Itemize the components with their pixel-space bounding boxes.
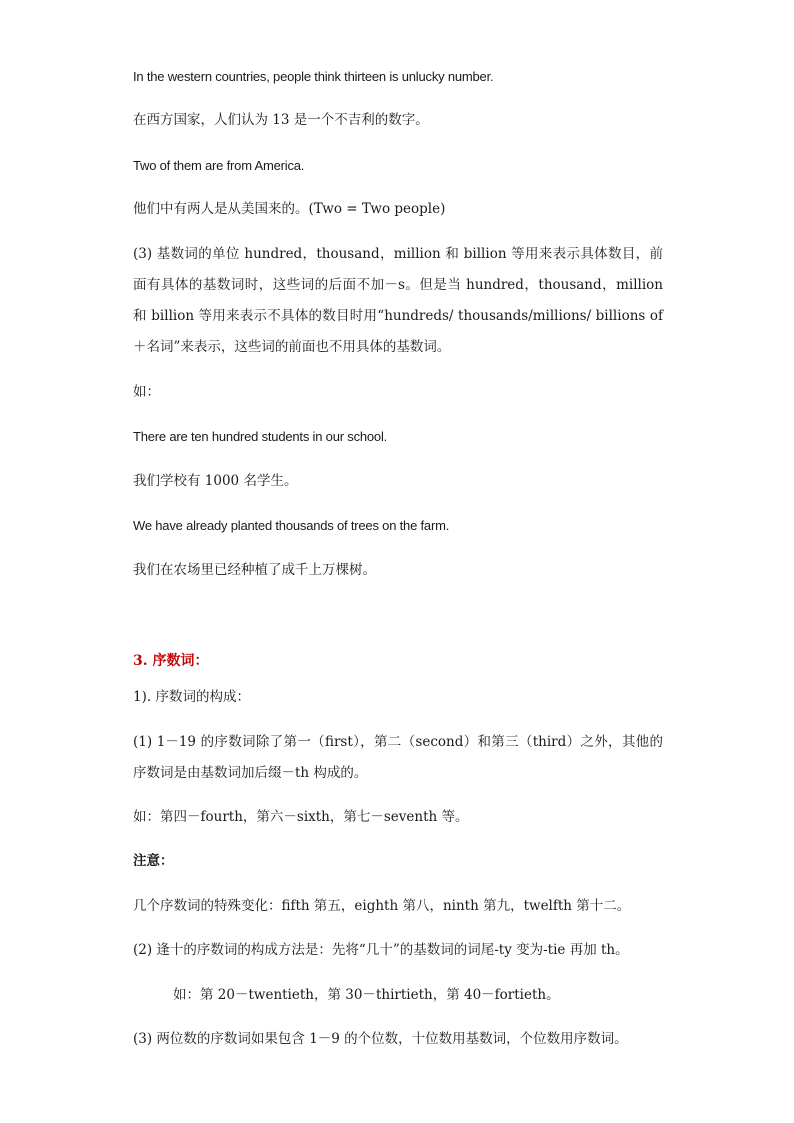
- paragraph-ordinal-example-2: 如：第 20－twentieth，第 30－thirtieth，第 40－fortieth。: [173, 987, 560, 1003]
- paragraph-english-example-1: In the western countries, people think thirteen is unlucky number.: [133, 69, 494, 84]
- paragraph-ordinal-rule-3: (3) 两位数的序数词如果包含 1－9 的个位数，十位数用基数词，个位数用序数词。: [133, 1031, 628, 1047]
- paragraph-chinese-translation-3: 我们学校有 1000 名学生。: [133, 473, 298, 489]
- paragraph-note-label: 注意：: [133, 853, 174, 869]
- paragraph-special-changes: 几个序数词的特殊变化：fifth 第五，eighth 第八，ninth 第九，twelfth 第十二。: [133, 898, 631, 914]
- paragraph-chinese-translation-2: 他们中有两人是从美国来的。(Two = Two people): [133, 201, 446, 217]
- paragraph-example-label: 如：: [133, 384, 160, 400]
- paragraph-chinese-translation-1: 在西方国家，人们认为 13 是一个不吉利的数字。: [133, 112, 429, 128]
- paragraph-english-example-4: We have already planted thousands of trees on the farm.: [133, 518, 450, 533]
- section-heading-ordinal-numbers: 3. 序数词：: [133, 653, 209, 669]
- paragraph-english-example-3: There are ten hundred students in our school.: [133, 429, 388, 444]
- paragraph-ordinal-example-1: 如：第四－fourth，第六－sixth，第七－seventh 等。: [133, 809, 469, 825]
- paragraph-ordinal-rule-1: (1) 1－19 的序数词除了第一（first），第二（second）和第三（third）之外，其他的序数词是由基数词加后缀－th 构成的。: [133, 734, 663, 781]
- paragraph-english-example-2: Two of them are from America.: [133, 158, 305, 173]
- subheading-ordinal-formation: 1). 序数词的构成：: [133, 689, 250, 705]
- paragraph-ordinal-rule-2: (2) 逢十的序数词的构成方法是：先将“几十”的基数词的词尾-ty 变为-tie 再加 th。: [133, 942, 629, 958]
- paragraph-chinese-translation-4: 我们在农场里已经种植了成千上万棵树。: [133, 562, 376, 578]
- paragraph-rule-3: (3) 基数词的单位 hundred，thousand，million 和 billion 等用来表示具体数目，前面有具体的基数词时，这些词的后面不加－s。但是当 hundred，thousand，million 和 billion 等用来表示不具体的数目时用“hundreds/ thousands/millions/ billions of ＋名词”来表示，这些词的前面也不用具体的基数词。: [133, 246, 663, 355]
